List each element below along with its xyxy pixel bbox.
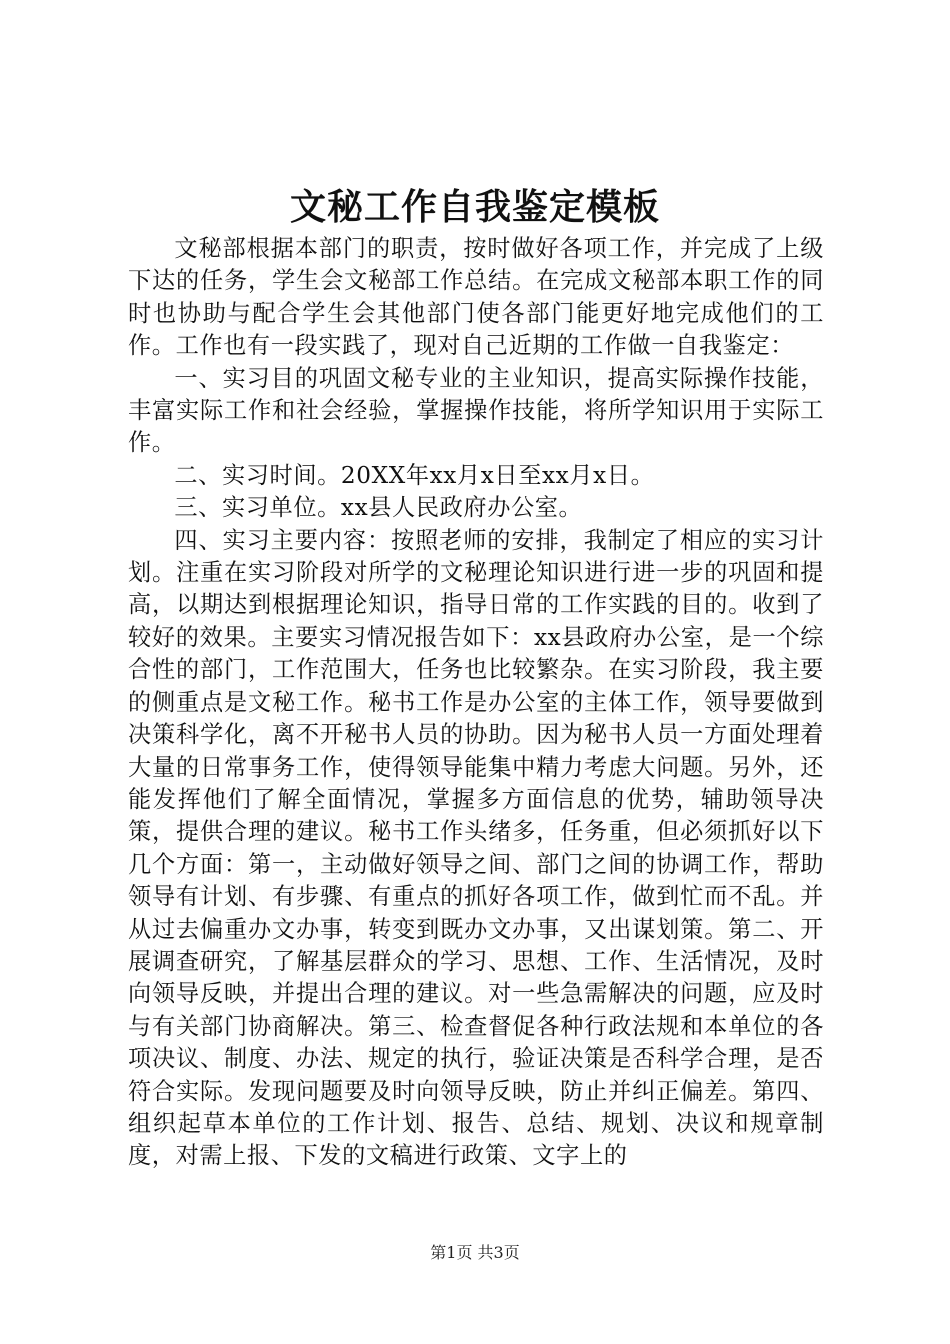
- paragraph-unit: 三、实习单位。xx县人民政府办公室。: [174, 494, 583, 522]
- document-body: [128, 233, 824, 1173]
- paragraph-purpose: 一、实习目的巩固文秘专业的主业知识，提高实际操作技能，丰富实际工作和社会经验，掌握操作技能，将所学知识用于实际工作。: [128, 364, 824, 457]
- paragraph-intro: 文秘部根据本部门的职责，按时做好各项工作，并完成了上级下达的任务，学生会文秘部工作总结。在完成文秘部本职工作的同时也协助与配合学生会其他部门使各部门能更好地完成他们的工作。工作也有一段实践了，现对自己近期的工作做一自我鉴定：: [128, 235, 824, 360]
- page-footer: 第1页 共3页: [430, 1243, 520, 1262]
- paragraph-time: 二、实习时间。20XX年xx月x日至xx月x日。: [174, 461, 655, 489]
- document-title: 文秘工作自我鉴定模板: [289, 186, 660, 228]
- paragraph-content: 四、实习主要内容：按照老师的安排，我制定了相应的实习计划。注重在实习阶段对所学的文秘理论知识进行进一步的巩固和提高，以期达到根据理论知识，指导日常的工作实践的目的。收到了较好的效果。主要实习情况报告如下：xx县政府办公室，是一个综合性的部门，工作范围大，任务也比较繁杂。在实习阶段，我主要的侧重点是文秘工作。秘书工作是办公室的主体工作，领导要做到决策科学化，离不开秘书人员的协助。因为秘书人员一方面处理着大量的日常事务工作，使得领导能集中精力考虑大问题。另外，还能发挥他们了解全面情况，掌握多方面信息的优势，辅助领导决策，提供合理的建议。秘书工作头绪多，任务重，但必须抓好以下几个方面：第一，主动做好领导之间、部门之间的协调工作，帮助领导有计划、有步骤、有重点的抓好各项工作，做到忙而不乱。并从过去偏重办文办事，转变到既办文办事，又出谋划策。第二、开展调查研究，了解基层群众的学习、思想、工作、生活情况，及时向领导反映，并提出合理的建议。对一些急需解决的问题，应及时与有关部门协商解决。第三、检查督促各种行政法规和本单位的各项决议、制度、办法、规定的执行，验证决策是否科学合理，是否符合实际。发现问题要及时向领导反映，防止并纠正偏差。第四、组织起草本单位的工作计划、报告、总结、规划、决议和规章制度，对需上报、下发的文稿进行政策、文字上的: [128, 526, 824, 1170]
